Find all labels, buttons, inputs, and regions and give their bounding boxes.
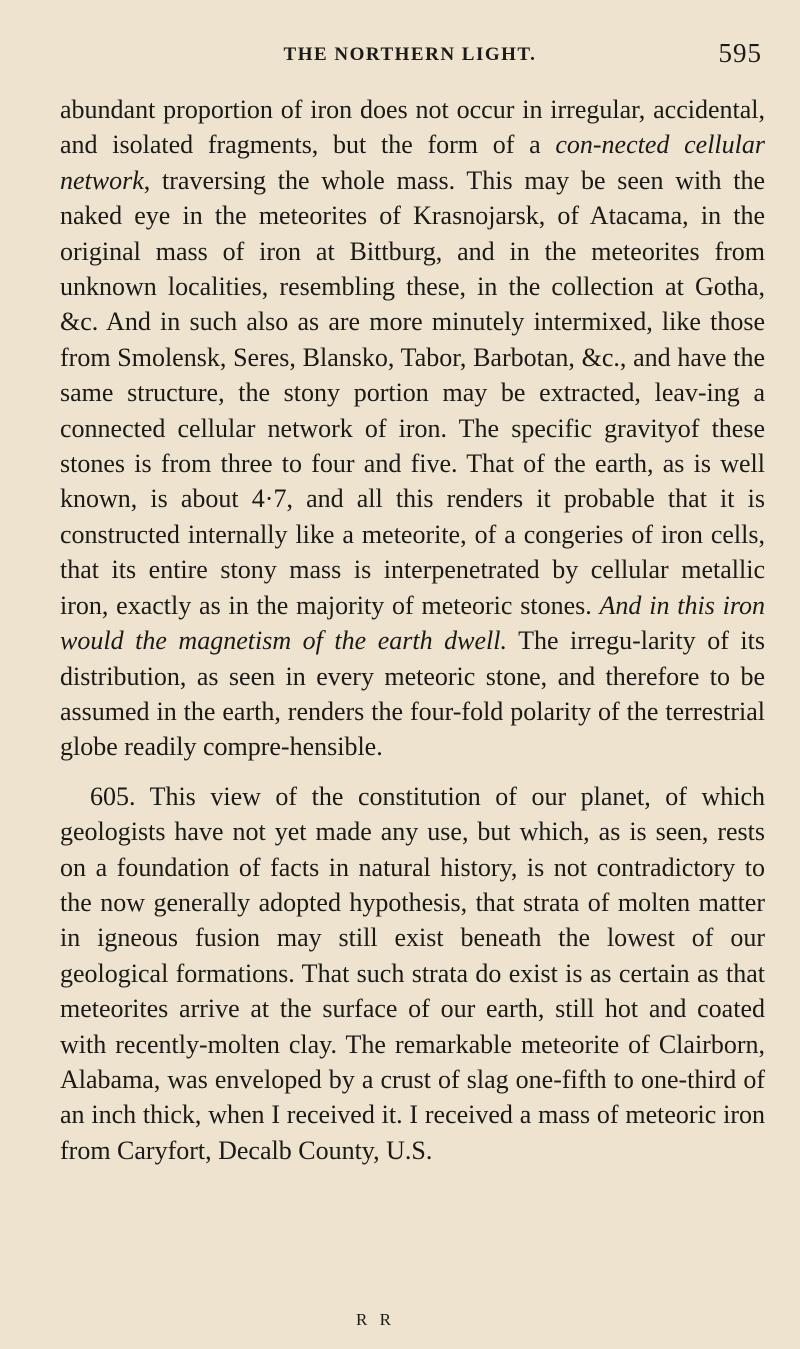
signature-mark: R R xyxy=(356,1310,395,1329)
page-header xyxy=(60,38,762,84)
paragraph-number: 605. xyxy=(90,781,136,811)
paragraph-text: , traversing the whole mass. This may be seen with the naked eye in the meteorites of Krasnojarsk, of Atacama, in the original mass of iron at Bittburg, and in the meteorites from unknown localities, resembling these, in the collection at Gotha, &c. And in such also as are more minutely intermixed, like those from Smolensk, Seres, Blansko, Tabor, Barbotan, &c., and have the same structure, the stony portion may be extracted, leav-ing a connected cellular network of iron. The specific gravityof these stones is from three to four and five. That of the earth, as is well known, is about 4·7, and all this renders it probable that it is constructed internally like a meteorite, of a congeries of iron cells, that its entire stony mass is interpenetrated by cellular metallic iron, exactly as in the majority of meteoric stones. xyxy=(60,165,765,620)
body-text xyxy=(60,92,765,1168)
paragraph-text: This view of the constitution of our planet, of which geologists have not yet made any use, but which, as is seen, rests on a foundation of facts in natural history, is not contradictory to the now generally adopted hypothesis, that strata of molten matter in igneous fusion may still exist beneath the lowest of our geological formations. That such strata do exist is as certain as that meteorites arrive at the surface of our earth, still hot and coated with recently-molten clay. The remarkable meteorite of Clairborn, Alabama, was enveloped by a crust of slag one-fifth to one-third of an inch thick, when I received it. I received a mass of meteoric iron from Caryfort, Decalb County, U.S. xyxy=(60,781,765,1165)
italic-sentence: And in this iron would the magnetism of the earth dwell. xyxy=(60,590,765,656)
running-title: THE NORTHERN LIGHT. xyxy=(283,44,537,65)
paragraph-text: abundant proportion of iron does not occur in irregular, accidental, and isolated fragments, but the form of a xyxy=(60,95,765,160)
paragraph-continued xyxy=(60,92,765,765)
page-number: 595 xyxy=(718,38,762,68)
italic-phrase: con-nected cellular network xyxy=(60,130,765,195)
paragraph-605 xyxy=(60,779,765,1168)
paragraph-text: The irregu-larity of its distribution, as seen in every meteoric stone, and therefore to be assumed in the earth, renders the four-fold polarity of the terrestrial globe readily compre-hensible. xyxy=(60,626,765,762)
